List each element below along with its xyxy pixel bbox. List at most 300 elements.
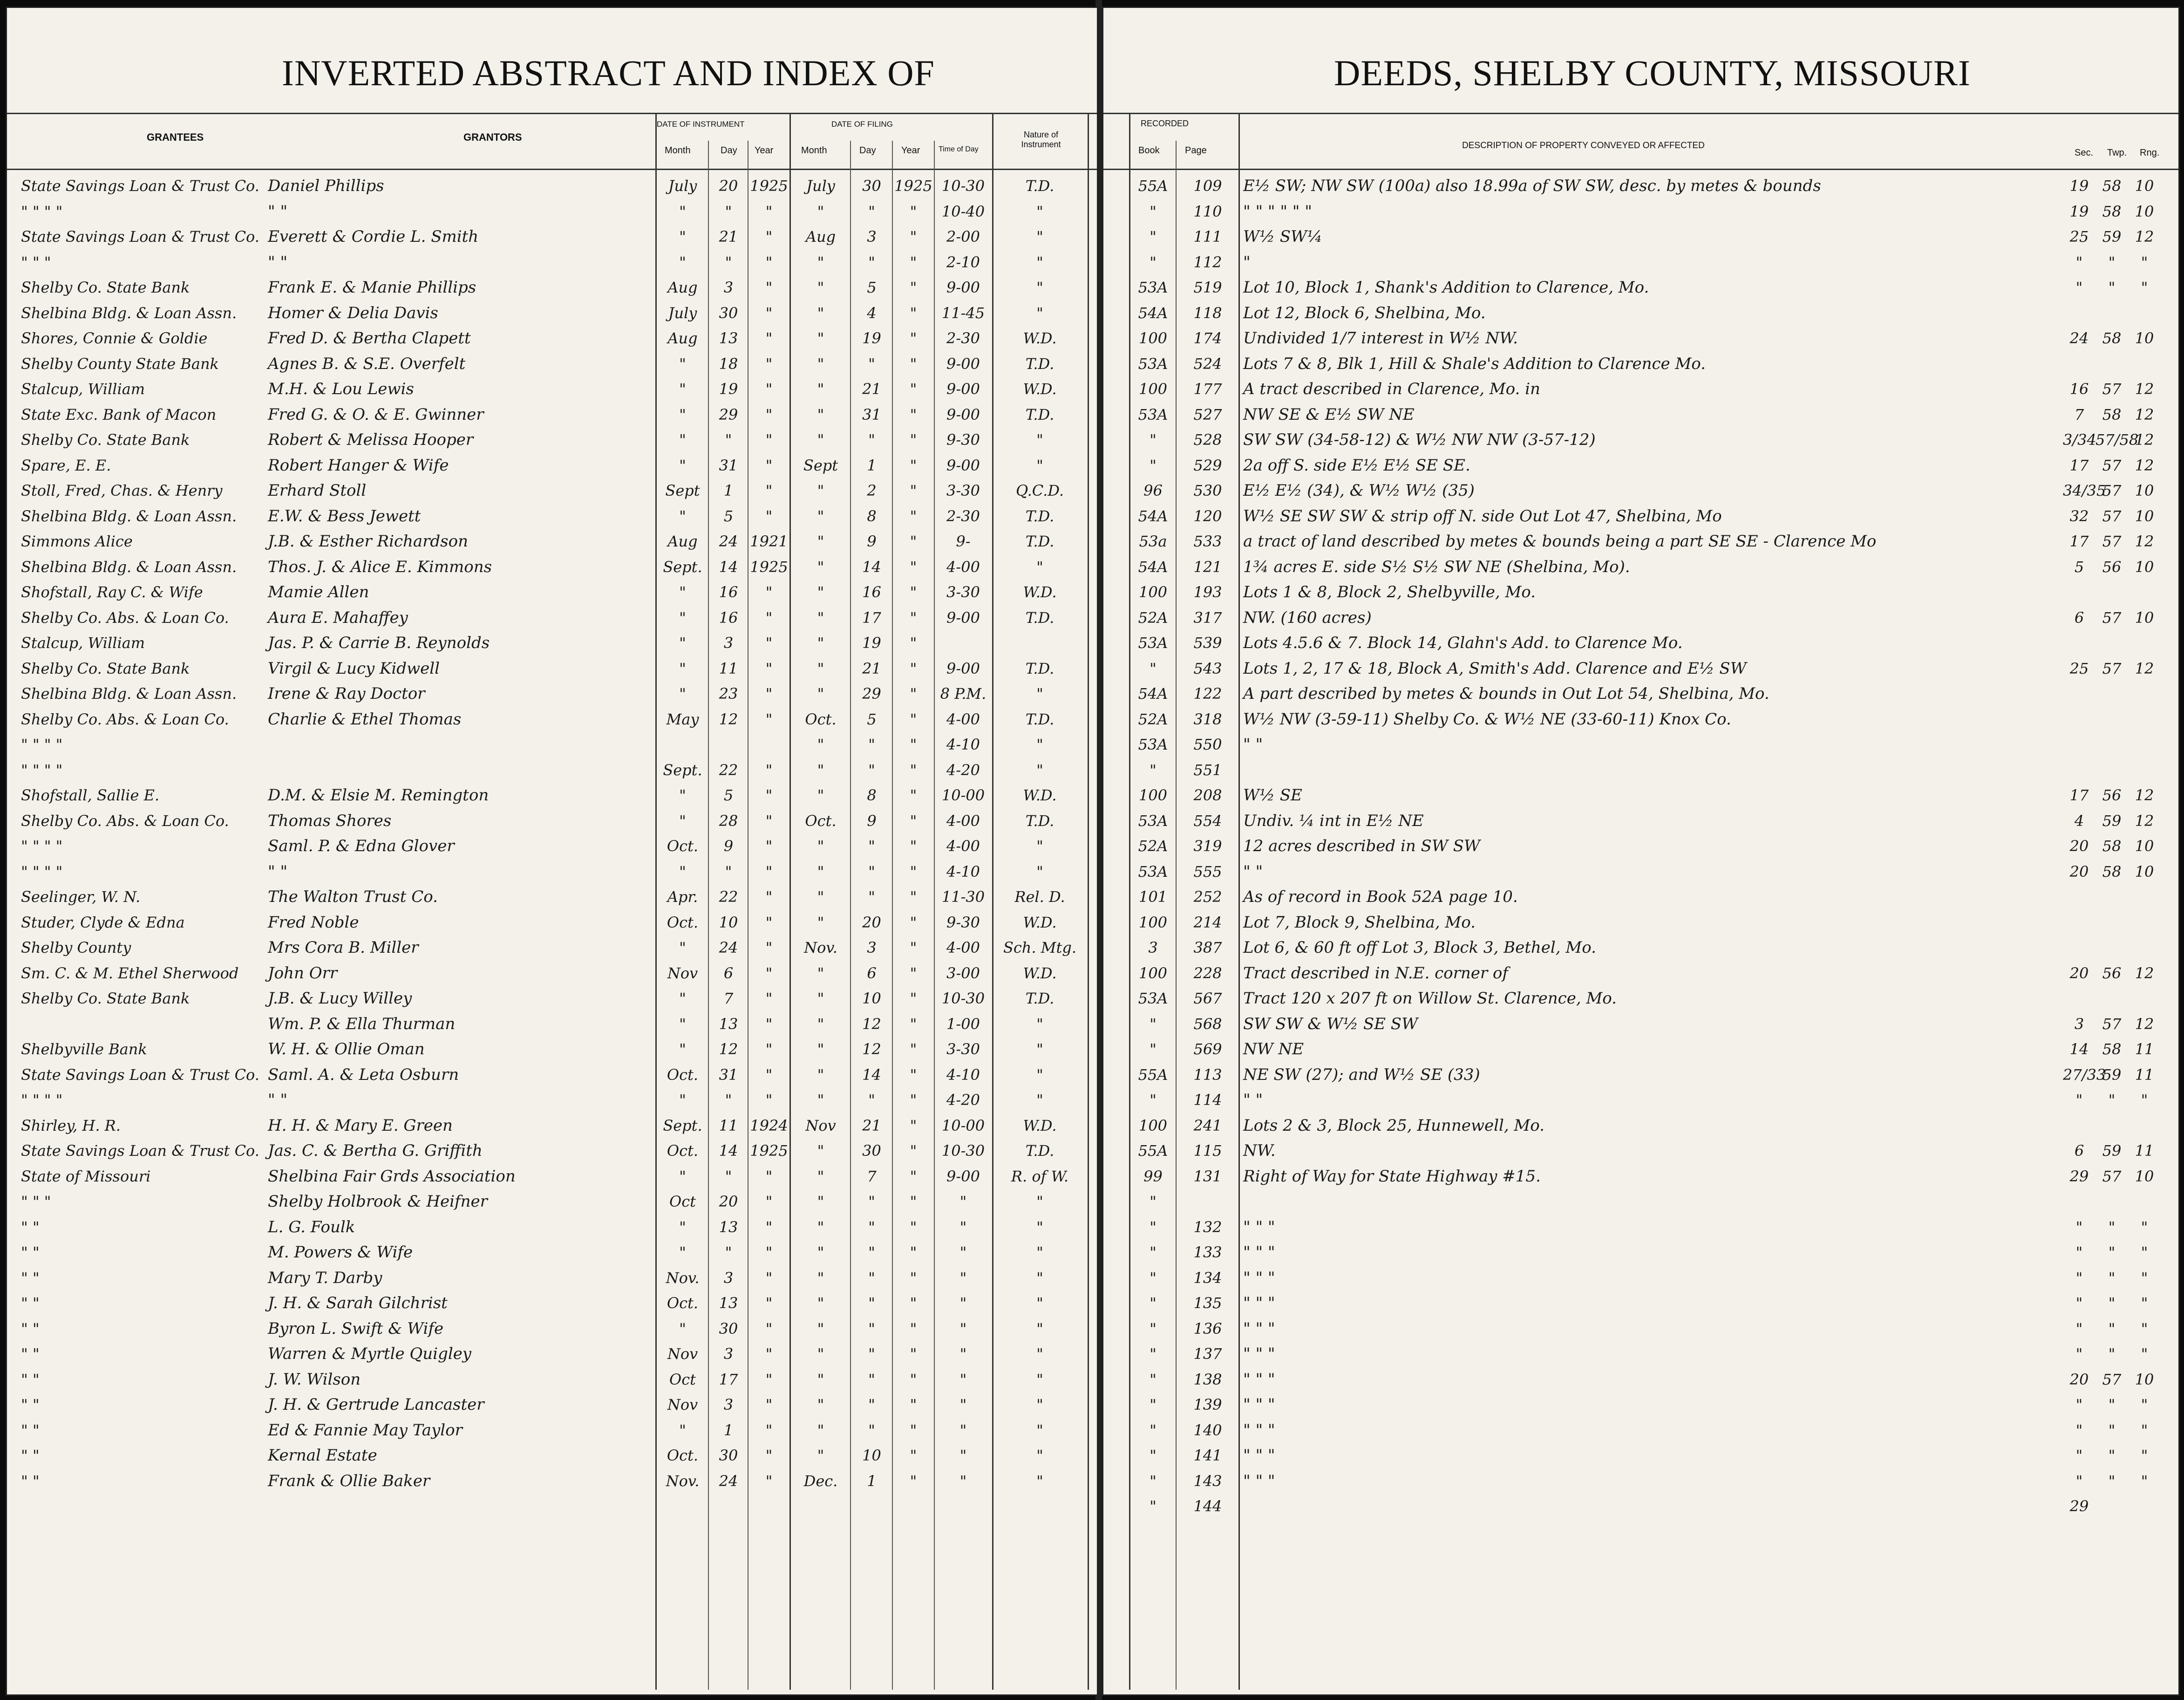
instrument-month-cell: "	[679, 202, 686, 220]
grantor-cell: Thos. J. & Alice E. Kimmons	[268, 557, 492, 576]
description-cell	[1243, 1189, 2063, 1214]
grantee-cell: State Exc. Bank of Macon	[21, 405, 217, 423]
time-of-day-cell: 4-10	[946, 862, 980, 881]
sec-cell: 19	[2069, 202, 2089, 220]
description-cell: " " " " " "	[1243, 202, 1312, 221]
instrument-year-cell: "	[765, 964, 773, 982]
description-cell: " " "	[1243, 1319, 1275, 1338]
ledger-row	[7, 1087, 1097, 1113]
grantee-cell: Shirley, H. R.	[21, 1116, 121, 1134]
filing-year-cell: "	[910, 1218, 917, 1236]
sec-cell: 20	[2069, 1370, 2089, 1388]
book-cell: "	[1150, 1396, 1157, 1413]
twp-cell: 59	[2102, 228, 2122, 246]
filing-year-cell: "	[910, 202, 917, 220]
page-cell: 543	[1193, 659, 1222, 677]
filing-day-cell: 12	[862, 1015, 881, 1033]
twp-cell: "	[2108, 253, 2116, 271]
time-of-day-cell: 4-00	[946, 558, 980, 576]
grantor-cell: Wm. P. & Ella Thurman	[268, 1014, 456, 1033]
ledger-row	[7, 580, 1097, 605]
nature-cell: "	[1036, 1091, 1043, 1109]
instrument-day-cell: 12	[719, 710, 738, 728]
grantee-cell: " "	[21, 1396, 40, 1413]
ledger-row	[7, 529, 1097, 554]
ledger-row	[7, 707, 1097, 732]
filing-day-cell: "	[868, 1294, 875, 1312]
nature-cell: "	[1036, 1345, 1043, 1363]
grantee-cell: " " " "	[21, 837, 63, 855]
grantee-cell: State Savings Loan & Trust Co.	[21, 1065, 259, 1084]
book-cell: "	[1150, 1472, 1157, 1490]
instrument-year-cell: "	[765, 1319, 773, 1338]
grantor-cell: " "	[268, 862, 288, 881]
ledger-row	[1103, 326, 2178, 351]
filing-day-cell: 10	[862, 1447, 881, 1464]
time-of-day-cell: 8 P.M.	[940, 685, 987, 703]
grantee-cell: Shelbina Bldg. & Loan Assn.	[21, 685, 237, 703]
sec-cell	[2063, 732, 2096, 757]
description-cell: " " "	[1243, 1294, 1275, 1312]
sec-cell: 25	[2069, 659, 2089, 677]
grantee-cell: " " " "	[21, 1091, 63, 1109]
instrument-day-cell: 6	[723, 964, 734, 982]
instrument-year-cell: "	[765, 1421, 773, 1439]
filing-month-cell: "	[817, 583, 824, 601]
nature-cell: W.D.	[1023, 583, 1057, 601]
time-of-day-cell: 10-30	[941, 177, 985, 195]
ledger-row	[1103, 1494, 2178, 1519]
ledger-row	[1103, 453, 2178, 478]
twp-cell: "	[2108, 1472, 2116, 1490]
twp-cell: 58	[2102, 862, 2122, 881]
filing-month-cell: "	[817, 253, 824, 271]
ledger-row	[7, 1494, 1097, 1519]
book-cell: 53A	[1138, 279, 1168, 296]
book-cell: "	[1150, 202, 1157, 220]
twp-cell: "	[2108, 1421, 2116, 1439]
grantee-cell: Stoll, Fred, Chas. & Henry	[21, 482, 223, 499]
twp-cell: "	[2108, 1269, 2116, 1287]
instrument-day-cell: "	[725, 1091, 732, 1109]
time-of-day-cell: 4-00	[946, 812, 980, 830]
ledger-row	[7, 758, 1097, 783]
twp-cell: "	[2108, 1396, 2116, 1413]
instrument-month-cell: Oct.	[667, 913, 699, 931]
instrument-day-cell: 28	[719, 812, 738, 830]
filing-year-cell: "	[910, 685, 917, 703]
grantor-cell: The Walton Trust Co.	[268, 888, 438, 906]
book-cell: 52A	[1138, 608, 1168, 627]
instrument-year-cell: "	[765, 431, 773, 449]
description-cell: A tract described in Clarence, Mo. in	[1243, 380, 1540, 398]
date-of-filing-header: DATE OF FILING	[831, 120, 893, 129]
grantor-cell: J.B. & Esther Richardson	[268, 532, 468, 551]
page-cell: 529	[1193, 456, 1222, 474]
nature-cell: "	[1036, 1243, 1043, 1261]
filing-month-cell: "	[817, 1319, 824, 1338]
filing-month-cell: "	[817, 888, 824, 906]
filing-day-cell: 30	[862, 1142, 881, 1160]
filing-year-cell: "	[910, 1116, 917, 1134]
sec-cell	[2063, 1113, 2096, 1138]
sec-cell: "	[2075, 1218, 2083, 1236]
time-of-day-cell: 9-00	[946, 279, 980, 296]
time-of-day-cell: 3-30	[946, 583, 980, 601]
ledger-row	[7, 453, 1097, 478]
filing-day-cell: 19	[862, 329, 881, 347]
filing-day-cell: "	[868, 1218, 875, 1236]
filing-year-cell: "	[910, 608, 917, 627]
description-cell: " " "	[1243, 1370, 1275, 1389]
instrument-year-cell: "	[765, 1269, 773, 1287]
instrument-day-cell: 13	[719, 329, 738, 347]
instrument-month-cell: "	[679, 1319, 686, 1338]
time-of-day-cell: 2-30	[946, 507, 980, 525]
instrument-month-cell: Oct.	[667, 1294, 699, 1312]
ledger-row	[1103, 275, 2178, 300]
twp-cell: "	[2108, 1345, 2116, 1363]
nature-cell: W.D.	[1023, 786, 1057, 804]
sec-cell: 4	[2074, 812, 2084, 830]
instrument-day-cell: 10	[719, 913, 738, 931]
grantor-cell: Jas. C. & Bertha G. Griffith	[268, 1141, 483, 1160]
rng-cell: 10	[2135, 177, 2154, 195]
twp-cell: 57	[2102, 380, 2122, 398]
instrument-day-cell: "	[725, 1167, 732, 1185]
nature-cell: T.D.	[1025, 355, 1055, 373]
time-of-day-cell: 4-00	[946, 939, 980, 956]
filing-year-cell: "	[910, 1319, 917, 1338]
instrument-day-cell: 14	[719, 558, 738, 576]
sec-cell	[2063, 986, 2096, 1011]
instrument-day-cell: "	[725, 253, 732, 271]
description-cell: " "	[1243, 862, 1263, 881]
ledger-row	[1103, 300, 2178, 326]
sec-cell	[2063, 351, 2096, 376]
instrument-year-cell: "	[765, 939, 773, 956]
instrument-day-cell: 22	[719, 888, 738, 906]
instrument-year-cell: "	[765, 812, 773, 830]
instrument-year-cell	[749, 732, 789, 757]
rng-cell: "	[2141, 253, 2148, 271]
grantor-cell: Irene & Ray Doctor	[268, 684, 425, 703]
twp-cell	[2096, 1494, 2128, 1519]
twp-cell	[2096, 758, 2128, 783]
grantee-cell: Sm. C. & M. Ethel Sherwood	[21, 964, 239, 982]
description-cell: Lots 1 & 8, Block 2, Shelbyville, Mo.	[1243, 583, 1536, 601]
twp-cell: 59	[2102, 1142, 2122, 1160]
ledger-row	[1103, 707, 2178, 732]
grantor-cell: M. Powers & Wife	[268, 1243, 413, 1262]
description-cell: " " "	[1243, 1243, 1275, 1262]
filing-day-cell: "	[868, 1091, 875, 1109]
twp-cell: 58	[2102, 405, 2122, 423]
grantee-cell: Shofstall, Sallie E.	[21, 786, 160, 804]
instrument-year-cell: "	[765, 1294, 773, 1312]
instrument-year-cell: "	[765, 456, 773, 474]
book-cell: "	[1150, 431, 1157, 449]
filing-month-cell: "	[817, 507, 824, 525]
filing-year-cell: "	[910, 1065, 917, 1084]
rng-cell: "	[2141, 1447, 2148, 1464]
ledger-row	[7, 504, 1097, 529]
ledger-row	[1103, 681, 2178, 707]
twp-cell: "	[2108, 279, 2116, 296]
ledger-row	[1103, 1138, 2178, 1164]
nature-cell: "	[1036, 456, 1043, 474]
grantor-cell: Erhard Stoll	[268, 481, 367, 500]
grantor-cell: Aura E. Mahaffey	[268, 608, 408, 627]
ledger-row	[1103, 250, 2178, 275]
ledger-row	[1103, 504, 2178, 529]
nature-cell: T.D.	[1025, 177, 1055, 195]
ledger-row	[1103, 783, 2178, 808]
ledger-row	[1103, 529, 2178, 554]
sec-cell: 27/33	[2063, 1065, 2106, 1084]
nature-cell: W.D.	[1023, 964, 1057, 982]
twp-cell	[2096, 707, 2128, 732]
page-cell: 554	[1193, 812, 1222, 830]
instrument-year-cell: "	[765, 837, 773, 855]
rng-cell: "	[2141, 1421, 2148, 1439]
instrument-year-cell: "	[765, 913, 773, 931]
filing-day-cell: "	[868, 1269, 875, 1287]
twp-cell: 57	[2102, 533, 2122, 550]
instrument-month-cell: Oct.	[667, 837, 699, 855]
description-cell: a tract of land described by metes & bounds being a part SE SE - Clarence Mo	[1243, 532, 1877, 551]
instrument-day-cell: 13	[719, 1015, 738, 1033]
filing-year-cell: "	[910, 456, 917, 474]
filing-month-cell: "	[817, 304, 824, 322]
sec-header: Sec.	[2075, 148, 2094, 158]
grantee-cell: Shelby Co. State Bank	[21, 431, 190, 449]
time-of-day-cell: "	[959, 1421, 967, 1439]
book-cell: 53A	[1138, 990, 1168, 1007]
ledger-row	[1103, 1468, 2178, 1494]
time-of-day-cell: 10-00	[941, 1116, 985, 1134]
nature-cell: "	[1036, 862, 1043, 881]
page-cell: 533	[1193, 533, 1222, 550]
time-of-day-cell: 4-20	[946, 1091, 980, 1109]
page-cell: 214	[1193, 913, 1222, 931]
instrument-year-cell: "	[765, 1015, 773, 1033]
ledger-row	[1103, 732, 2178, 758]
sec-cell: 17	[2069, 786, 2089, 804]
instrument-month-cell: Sept.	[663, 558, 702, 576]
book-cell: 55A	[1138, 1065, 1168, 1084]
grantee-cell: " "	[21, 1421, 40, 1439]
nature-cell: "	[1036, 1472, 1043, 1490]
grantor-cell: Robert & Melissa Hooper	[268, 430, 474, 449]
instrument-month-cell: "	[679, 1167, 686, 1185]
twp-cell: "	[2108, 1091, 2116, 1109]
book-cell: 96	[1143, 482, 1163, 499]
page-cell: 114	[1193, 1091, 1222, 1109]
sec-cell: "	[2075, 1421, 2083, 1439]
instrument-day-cell: 9	[723, 837, 734, 855]
ledger-row	[1103, 1037, 2178, 1062]
filing-month-cell: "	[817, 634, 824, 652]
book-cell: 53A	[1138, 862, 1168, 881]
twp-cell	[2096, 935, 2128, 960]
instrument-month-cell	[658, 732, 707, 757]
nature-cell: Sch. Mtg.	[1003, 939, 1077, 956]
ledger-row	[1103, 1392, 2178, 1418]
grantors-header: GRANTORS	[463, 131, 522, 143]
instrument-day-cell: 20	[719, 177, 738, 195]
grantee-cell: Shelby Co. Abs. & Loan Co.	[21, 608, 229, 627]
description-cell: " "	[1243, 735, 1263, 754]
book-cell: 55A	[1138, 1142, 1168, 1160]
instrument-month-cell: Sept	[665, 482, 700, 499]
filing-year-cell: "	[910, 736, 917, 753]
description-cell: Lot 12, Block 6, Shelbina, Mo.	[1243, 303, 1486, 322]
ledger-row	[1103, 199, 2178, 225]
nature-cell: T.D.	[1025, 1142, 1055, 1160]
sec-cell: 5	[2074, 558, 2084, 576]
page-cell: 174	[1193, 329, 1222, 347]
sec-cell: "	[2075, 1091, 2083, 1109]
ledger-row	[1103, 1189, 2178, 1215]
filing-month-cell: "	[817, 1167, 824, 1185]
filing-month-cell: "	[817, 279, 824, 296]
ledger-row	[7, 326, 1097, 351]
instrument-year-cell: "	[765, 786, 773, 804]
ledger-row	[1103, 427, 2178, 453]
grantee-cell: Simmons Alice	[21, 533, 133, 550]
time-of-day-cell: 10-30	[941, 1142, 985, 1160]
rng-cell: 12	[2135, 533, 2154, 550]
book-cell: 54A	[1138, 507, 1168, 525]
grantee-cell: Shelby Co. State Bank	[21, 279, 190, 296]
description-cell: 2a off S. side E½ E½ SE SE.	[1243, 456, 1470, 475]
grantee-cell: " " "	[21, 1193, 51, 1210]
time-of-day-cell: 3-30	[946, 482, 980, 499]
filing-day-cell: "	[868, 837, 875, 855]
description-cell: Lot 6, & 60 ft off Lot 3, Block 3, Bethel, Mo.	[1243, 938, 1596, 957]
filing-year-header: Year	[901, 145, 920, 156]
ledger-row	[1103, 1240, 2178, 1265]
rng-cell: 10	[2135, 608, 2154, 627]
book-cell: "	[1150, 253, 1157, 271]
ledger-row	[1103, 1265, 2178, 1291]
nature-cell: T.D.	[1025, 710, 1055, 728]
book-cell: 3	[1148, 939, 1158, 956]
instrument-month-cell: "	[679, 431, 686, 449]
ledger-row	[7, 427, 1097, 453]
instrument-month-cell: "	[679, 1421, 686, 1439]
rng-cell: 11	[2135, 1142, 2154, 1160]
description-cell: Lots 7 & 8, Blk 1, Hill & Shale's Addition to Clarence Mo.	[1243, 354, 1706, 373]
instrument-year-cell: "	[765, 279, 773, 296]
filing-month-cell: "	[817, 482, 824, 499]
instrument-year-cell: "	[765, 1345, 773, 1363]
instrument-year-cell: "	[765, 1396, 773, 1413]
description-cell: NW. (160 acres)	[1243, 608, 1372, 627]
instrument-day-cell: 31	[719, 456, 738, 474]
book-cell: "	[1150, 1345, 1157, 1363]
filing-year-cell: "	[910, 533, 917, 550]
rng-cell: "	[2141, 1294, 2148, 1312]
instrument-month-cell: Oct.	[667, 1142, 699, 1160]
rng-cell: 11	[2135, 1065, 2154, 1084]
filing-month-cell: "	[817, 1370, 824, 1388]
sec-cell: 25	[2069, 228, 2089, 246]
grantee-cell: Shofstall, Ray C. & Wife	[21, 583, 203, 601]
book-cell: "	[1150, 1040, 1157, 1058]
rng-cell: 12	[2135, 380, 2154, 398]
filing-month-cell: Aug	[805, 228, 836, 246]
rng-cell: 10	[2135, 202, 2154, 220]
description-cell: " " "	[1243, 1345, 1275, 1363]
instrument-year-cell: "	[765, 507, 773, 525]
description-cell: NE SW (27); and W½ SE (33)	[1243, 1065, 1480, 1084]
description-cell: Undiv. ¼ int in E½ NE	[1243, 811, 1424, 830]
filing-day-cell: 21	[862, 380, 881, 398]
book-cell: "	[1150, 1243, 1157, 1261]
filing-year-cell: "	[910, 990, 917, 1007]
page-cell: 524	[1193, 355, 1222, 373]
instrument-month-cell: "	[679, 1040, 686, 1058]
ledger-row	[7, 250, 1097, 275]
twp-cell: "	[2108, 1319, 2116, 1338]
page-cell: 113	[1193, 1065, 1222, 1084]
instrument-day-cell: 17	[719, 1370, 738, 1388]
ledger-row	[7, 808, 1097, 834]
filing-day-cell: "	[868, 253, 875, 271]
grantor-cell: Charlie & Ethel Thomas	[268, 710, 462, 729]
instrument-day-cell: 30	[719, 304, 738, 322]
ledger-row	[7, 478, 1097, 504]
instrument-day-cell: "	[725, 862, 732, 881]
instrument-day-cell: 18	[719, 355, 738, 373]
right-rows	[1103, 173, 2178, 1519]
date-of-instrument-header: DATE OF INSTRUMENT	[657, 120, 745, 129]
nature-cell: Q.C.D.	[1015, 482, 1064, 499]
nature-cell: "	[1036, 1218, 1043, 1236]
filing-year-cell: "	[910, 1040, 917, 1058]
filing-month-cell: "	[817, 329, 824, 347]
ledger-row	[1103, 402, 2178, 428]
filing-month-cell: "	[817, 1345, 824, 1363]
nature-cell: "	[1036, 1015, 1043, 1033]
instrument-year-cell: "	[765, 1243, 773, 1261]
ledger-row	[7, 783, 1097, 808]
ledger-row	[7, 1367, 1097, 1393]
book-cell: 54A	[1138, 685, 1168, 703]
description-cell: W½ NW (3-59-11) Shelby Co. & W½ NE (33-60-11) Knox Co.	[1243, 710, 1731, 729]
ledger-row	[1103, 808, 2178, 834]
ledger-row	[7, 351, 1097, 377]
page-cell: 527	[1193, 405, 1222, 423]
grantor-cell: John Orr	[268, 963, 338, 983]
grantor-cell: Byron L. Swift & Wife	[268, 1319, 444, 1338]
instrument-month-cell: July	[668, 304, 697, 322]
ledger-row	[1103, 1341, 2178, 1367]
twp-cell: 57	[2102, 456, 2122, 474]
book-cell: "	[1150, 659, 1157, 677]
grantee-cell: Shelby County	[21, 939, 131, 956]
nature-of-instrument-header: Nature of Instrument	[1021, 130, 1061, 149]
nature-cell: "	[1036, 1040, 1043, 1058]
twp-cell: "	[2108, 1243, 2116, 1261]
instrument-month-cell: "	[679, 608, 686, 627]
twp-cell: 58	[2102, 202, 2122, 220]
instrument-day-cell: 3	[723, 279, 734, 296]
page-cell: 569	[1193, 1040, 1222, 1058]
page-cell: 317	[1193, 608, 1222, 627]
